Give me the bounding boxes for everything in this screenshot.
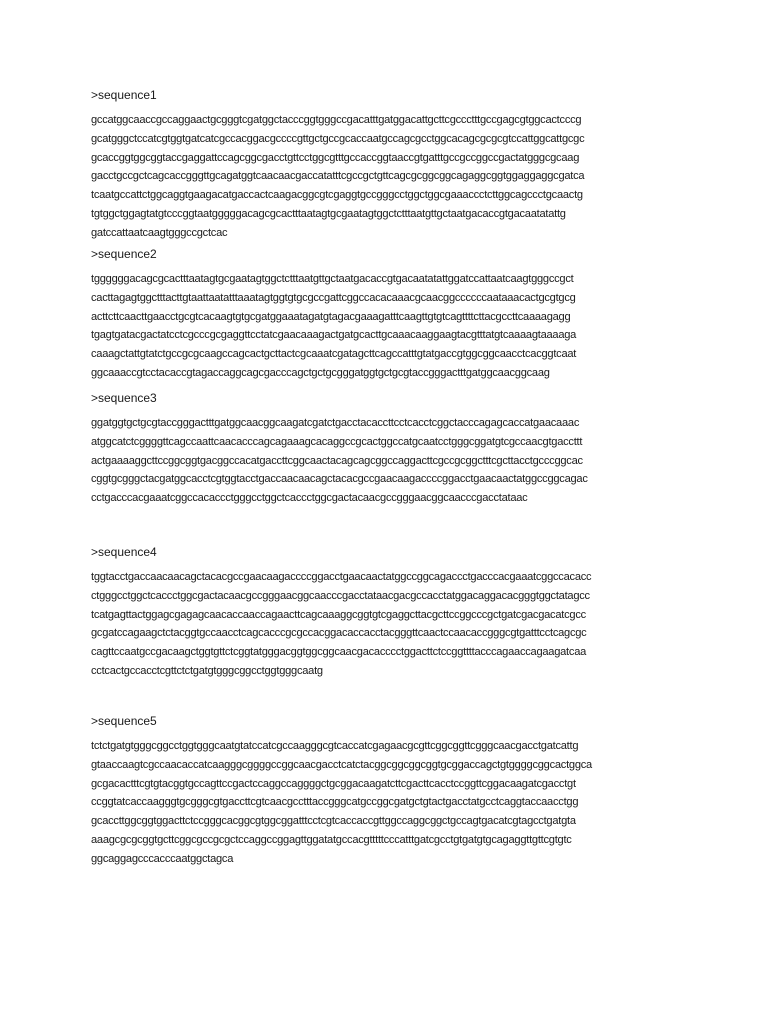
sequence-line: cggtgcgggctacgatggcacctcgtggtacctgaccaacaacagctacacgccgaacaagaccccggacctgaacaactatggccggcagac bbox=[91, 473, 588, 486]
sequence-line: ggatggtgctgcgtaccgggactttgatggcaacggcaagatcgatctgacctacaccttcctcacctcggctacccagagcaccatgaacaaac bbox=[91, 417, 580, 429]
sequence-block bbox=[91, 545, 683, 681]
sequence-line: tctctgatgtgggcggcctggtgggcaatgtatccatcgccaagggcgtcaccatcgagaacgcgttcggcggttcgggcaacgacctgatcattg bbox=[91, 740, 579, 752]
sequence-block bbox=[91, 88, 683, 243]
sequence-line: tcatgagttactggagcgagagcaacaccaaccagaacttcagcaaaggcggtgtcgaggcttacgcttccggcccgctgatcgacgacatcgcc bbox=[91, 608, 586, 621]
sequence-line: gtaaccaagtcgccaacaccatcaagggcggggccggcaacgacctcatctacggcggcggcggtgcggaccagctgtggggcggcactggca bbox=[91, 758, 592, 771]
sequence-line: acttcttcaacttgaacctgcgtcacaagtgtgcgatggaaatagatgtagacgaaagatttcaagttgtgtcagttttcttacgccttcaaaagagg bbox=[91, 310, 571, 323]
sequence-line: ctgggcctggctcaccctggcgactacaacgccgggaacggcaacccgacctataacgacgccacctatggacaggacacgggtggctatagcc bbox=[91, 589, 590, 602]
sequence-line: gccatggcaaccgccaggaactgcgggtcgatggctacccggtgggccgacatttgatggacattgcttcgccctttgccgagcgtggcactcccg bbox=[91, 114, 582, 126]
sequence-line: cctgacccacgaaatcggccacaccctgggcctggctcaccctggcgactacaacgccgggaacggcaacccgacctataac bbox=[91, 492, 528, 505]
sequence-line: ggcaaaccgtcctacaccgtagaccaggcagcgacccagctgctgcgggatggtgctgcgtaccgggactttgatggcaacggcaag bbox=[91, 366, 550, 379]
sequence-line: tggggggacagcgcactttaatagtgcgaatagtggctctttaatgttgctaatgacaccgtgacaatatattggatccattaatcaagtgggccgct bbox=[91, 273, 574, 285]
sequence-line: caaagctattgtatctgccgcgcaagccagcactgcttactcgcaaatcgatagcttcagccatttgtatgaccgtggcggcaacctcacggtcaat bbox=[91, 348, 577, 361]
sequence-line: cctcactgccacctcgttctctgatgtgggcggcctggtgggcaatg bbox=[91, 664, 323, 677]
sequence-text bbox=[91, 414, 683, 508]
sequence-header: >sequence5 bbox=[91, 714, 157, 728]
sequence-line: atggcatctcggggttcagccaattcaacacccagcagaaagcacaggccgcactggccatgcaatcctgggcggatgtcgccaacgtgaccttt bbox=[91, 435, 583, 448]
sequence-line: gcgatccagaagctctacggtgccaacctcagcacccgcgccacggacaccacctacgggttcaactccaacaccgggcgtgatttcctcagcgc bbox=[91, 627, 587, 640]
sequence-line: actgaaaaggcttccggcggtgacggccacatgaccttcggcaactacagcagcggccaggacttcgccgcggctttcgcttacctgcccggcac bbox=[91, 454, 583, 467]
sequence-text bbox=[91, 111, 683, 243]
sequence-line: gatccattaatcaagtgggccgctcac bbox=[91, 226, 228, 239]
sequence-line: cagttccaatgccgacaagctggtgttctcggtatgggacggtggcggcaacgacacccctggacttctccggttttacccagaaccagaagatcaa bbox=[91, 646, 587, 659]
sequence-block bbox=[91, 247, 683, 383]
sequence-line: cacttagagtggctttacttgtaattaatatttaaatagtggtgtgcgccgattcggccacacaaacgcaacggccccccaataaacactgcgtgcg bbox=[91, 291, 576, 304]
sequence-line: gcaccttggcggtggacttctccgggcacggcgtggcggatttcctcgtcaccaccgttggccaggcggctgccagtgacatcgtagcctgatgta bbox=[91, 815, 576, 828]
sequence-line: gcaccggtggcggtaccgaggattccagcggcgacctgttcctggcgtttgccaccggtaaccgtgatttgccgccggccgactatgggcgcaag bbox=[91, 151, 580, 164]
sequence-line: ggcaggagcccacccaatggctagca bbox=[91, 852, 234, 865]
sequence-line: tgtggctggagtatgtcccggtaatgggggacagcgcactttaatagtgcgaatagtggctctttaatgttgctaatgacaccgtgacaatatattg bbox=[91, 207, 566, 220]
sequence-header: >sequence4 bbox=[91, 545, 157, 559]
sequence-header: >sequence2 bbox=[91, 247, 157, 261]
sequence-line: gacctgccgctcagcaccgggttgcagatggtcaacaacgaccatatttcgccgctgttcagcgcggcggcagaggcggtggaggaggcgatca bbox=[91, 170, 585, 183]
sequence-block bbox=[91, 391, 683, 508]
sequence-text bbox=[91, 568, 683, 681]
sequence-line: tggtacctgaccaacaacagctacacgccgaacaagaccccggacctgaacaactatggccggcagaccctgacccacgaaatcggccacacc bbox=[91, 571, 592, 583]
sequence-line: ccggtatcaccaagggtgcgggcgtgaccttcgtcaacgcctttaccgggcatgccggcgatgctgtactgacctatgcctcaggtaccaacctgg bbox=[91, 796, 579, 809]
sequence-line: gcatgggctccatcgtggtgatcatcgccacggacgccccgttgctgccgcaccaatgccagcgcctggcacagcgcgcgtccattggcattgcgc bbox=[91, 132, 585, 145]
sequence-text bbox=[91, 270, 683, 383]
sequence-line: gcgacactttcgtgtacggtgccagttccgactccaggccaggggctgcggacaagatcttcgacttcacctccggttcggacaagatcgacctgt bbox=[91, 777, 576, 790]
sequence-text bbox=[91, 737, 683, 869]
sequence-header: >sequence3 bbox=[91, 391, 157, 405]
sequence-header: >sequence1 bbox=[91, 88, 157, 102]
sequence-line: aaagcgcgcggtgcttcggcgccgcgctccaggccggagttggatatgccacgtttttcccatttgatcgcctgtgatgtgcagaggttgttcgtgtc bbox=[91, 833, 572, 846]
sequence-line: tgagtgatacgactatcctcgcccgcgaggttcctatcgaacaaagactgatgcacttgcaaacaaggaagtacgtttatgtcaaaagtaaaaga bbox=[91, 329, 577, 342]
sequence-line: tcaatgccattctggcaggtgaagacatgaccactcaagacggcgtcgaggtgccgggcctggctggcgaaaccctcttggcagccctgcaactg bbox=[91, 189, 583, 202]
sequence-block bbox=[91, 714, 683, 869]
